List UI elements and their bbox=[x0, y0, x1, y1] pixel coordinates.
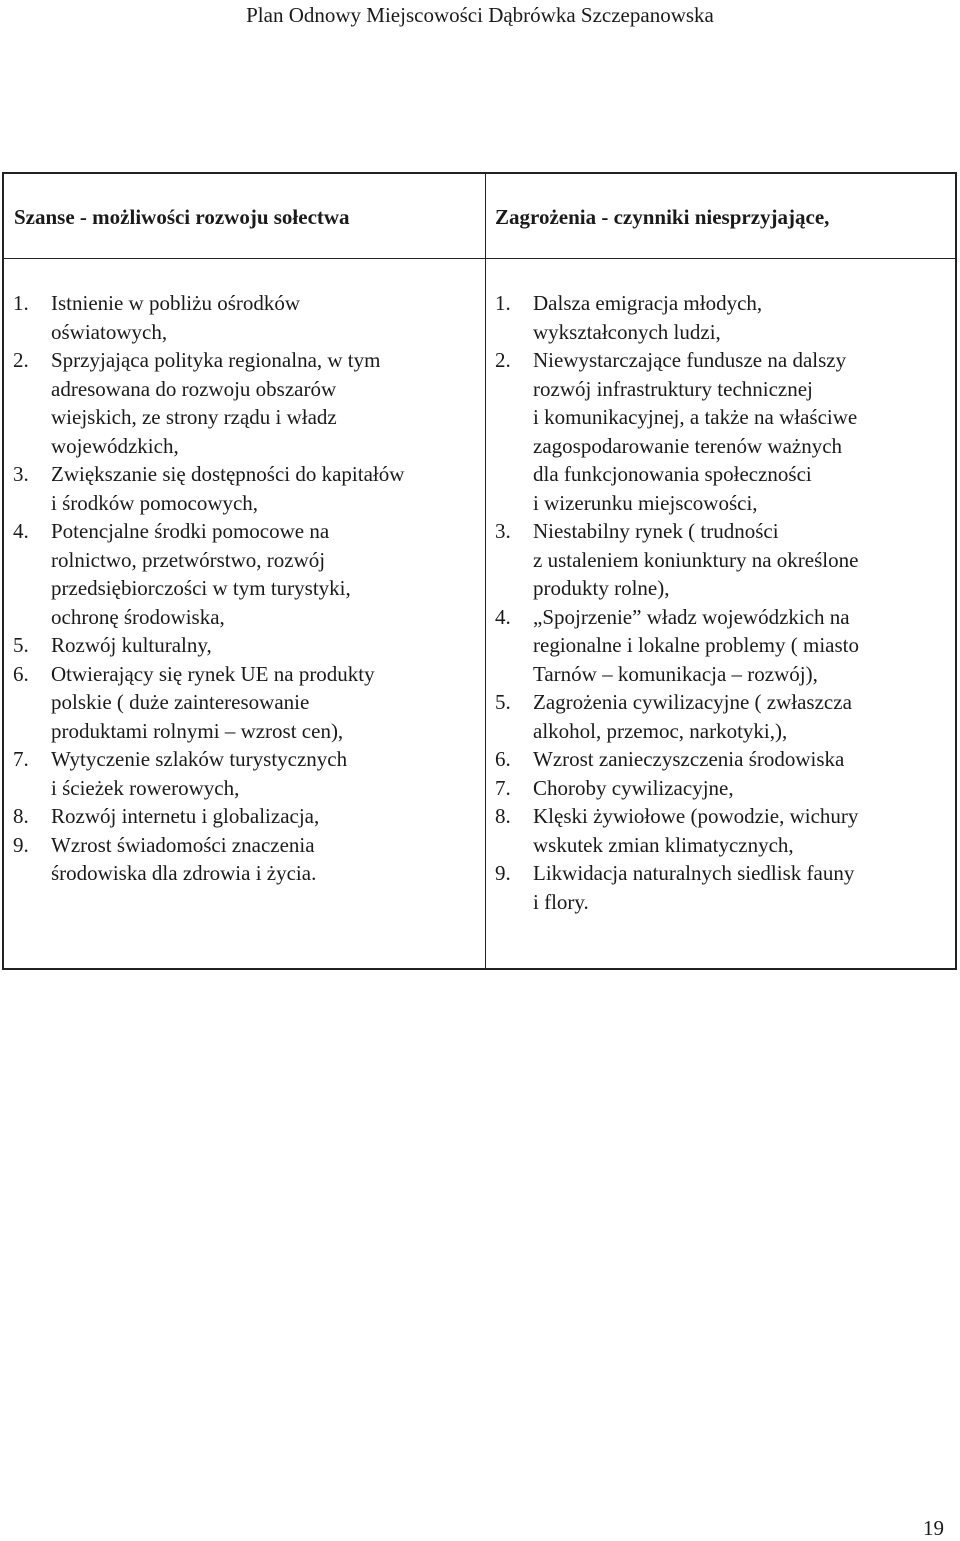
list-item-line: polskie ( duże zainteresowanie bbox=[51, 690, 310, 714]
list-item-line: alkohol, przemoc, narkotyki,), bbox=[533, 718, 788, 743]
list-item bbox=[4, 517, 474, 631]
list-item-number: 9. bbox=[13, 832, 29, 857]
list-item-number: 6. bbox=[13, 661, 29, 686]
list-item-number: 4. bbox=[13, 519, 29, 543]
list-item-number: 7. bbox=[495, 775, 511, 800]
list-item-line: Istnienie w pobliżu ośrodków bbox=[51, 291, 301, 315]
list-item-line: Otwierający się rynek UE na produkty bbox=[51, 661, 375, 686]
list-item bbox=[485, 802, 955, 859]
list-item bbox=[4, 631, 474, 660]
list-item-line: wykształconych ludzi, bbox=[533, 319, 721, 344]
list-item-line: wojewódzkich, bbox=[51, 433, 179, 458]
page-number: 19 bbox=[923, 1516, 944, 1540]
list-item-line: dla funkcjonowania społeczności bbox=[533, 462, 812, 486]
list-item-line: ochronę środowiska, bbox=[51, 604, 225, 629]
list-item-number: 9. bbox=[495, 861, 511, 885]
list-item-line: wskutek zmian klimatycznych, bbox=[533, 832, 794, 857]
list-item-line: i wizerunku miejscowości, bbox=[533, 490, 758, 515]
list-item-line: produkty rolne), bbox=[533, 576, 670, 600]
list-item-line: Wzrost zanieczyszczenia środowiska bbox=[533, 747, 845, 771]
threats-heading: Zagrożenia - czynniki niesprzyjające, bbox=[495, 205, 830, 229]
list-item bbox=[4, 745, 474, 802]
list-item-line: zagospodarowanie terenów ważnych bbox=[533, 433, 843, 458]
list-item-line: regionalne i lokalne problemy ( miasto bbox=[533, 633, 859, 657]
list-item-number: 6. bbox=[495, 747, 511, 771]
list-item-line: Niestabilny rynek ( trudności bbox=[533, 519, 779, 543]
list-item-number: 3. bbox=[495, 519, 511, 543]
header-row-divider bbox=[4, 258, 955, 259]
list-item-line: i flory. bbox=[533, 889, 589, 914]
list-item bbox=[4, 289, 474, 346]
list-item bbox=[4, 660, 474, 746]
list-item-line: „Spojrzenie” władz wojewódzkich na bbox=[533, 604, 850, 629]
list-item bbox=[485, 517, 955, 603]
list-item-line: rozwój infrastruktury technicznej bbox=[533, 376, 813, 401]
list-item bbox=[485, 346, 955, 517]
list-item-line: Zagrożenia cywilizacyjne ( zwłaszcza bbox=[533, 690, 852, 714]
list-item-number: 7. bbox=[13, 747, 29, 771]
list-item bbox=[485, 289, 955, 346]
list-item-number: 8. bbox=[495, 804, 511, 828]
list-item-number: 3. bbox=[13, 462, 29, 486]
list-item-line: Rozwój kulturalny, bbox=[51, 633, 212, 657]
list-item-number: 1. bbox=[495, 291, 511, 315]
list-item-number: 5. bbox=[495, 690, 511, 714]
list-item-line: Dalsza emigracja młodych, bbox=[533, 291, 763, 315]
list-item bbox=[4, 831, 474, 888]
list-item-line: Niewystarczające fundusze na dalszy bbox=[533, 348, 847, 372]
list-item-number: 2. bbox=[495, 348, 511, 372]
list-item-number: 2. bbox=[13, 348, 29, 372]
list-item-line: adresowana do rozwoju obszarów bbox=[51, 376, 337, 401]
list-item-number: 1. bbox=[13, 291, 29, 315]
list-item bbox=[485, 774, 955, 803]
list-item-line: Wytyczenie szlaków turystycznych bbox=[51, 747, 348, 771]
opportunities-heading: Szanse - możliwości rozwoju sołectwa bbox=[14, 205, 350, 229]
list-item-line: Likwidacja naturalnych siedlisk fauny bbox=[533, 861, 855, 885]
list-item bbox=[4, 802, 474, 831]
list-item-line: Zwiększanie się dostępności do kapitałów bbox=[51, 462, 405, 486]
list-item-line: i ścieżek rowerowych, bbox=[51, 775, 240, 800]
list-item bbox=[485, 603, 955, 689]
list-item bbox=[485, 745, 955, 774]
list-item bbox=[485, 859, 955, 916]
opportunities-list bbox=[4, 289, 474, 888]
list-item-line: Potencjalne środki pomocowe na bbox=[51, 519, 330, 543]
list-item-line: z ustaleniem koniunktury na określone bbox=[533, 547, 859, 572]
page-header: Plan Odnowy Miejscowości Dąbrówka Szczepanowska bbox=[246, 3, 714, 27]
list-item-line: produktami rolnymi – wzrost cen), bbox=[51, 718, 344, 743]
list-item-line: Sprzyjająca polityka regionalna, w tym bbox=[51, 348, 381, 372]
list-item-number: 5. bbox=[13, 633, 29, 657]
list-item-line: przedsiębiorczości w tym turystyki, bbox=[51, 576, 351, 600]
list-item-line: Choroby cywilizacyjne, bbox=[533, 775, 734, 800]
list-item-line: Klęski żywiołowe (powodzie, wichury bbox=[533, 804, 859, 828]
list-item-line: Rozwój internetu i globalizacja, bbox=[51, 804, 320, 828]
list-item-number: 4. bbox=[495, 604, 511, 629]
threats-list bbox=[485, 289, 955, 916]
list-item bbox=[4, 460, 474, 517]
list-item-line: i środków pomocowych, bbox=[51, 490, 259, 515]
list-item-line: oświatowych, bbox=[51, 319, 168, 344]
list-item-number: 8. bbox=[13, 804, 29, 828]
list-item-line: środowiska dla zdrowia i życia. bbox=[51, 861, 317, 885]
swot-table bbox=[2, 172, 957, 970]
list-item-line: wiejskich, ze strony rządu i władz bbox=[51, 405, 337, 429]
list-item-line: Wzrost świadomości znaczenia bbox=[51, 832, 315, 857]
list-item-line: i komunikacyjnej, a także na właściwe bbox=[533, 405, 858, 429]
list-item bbox=[485, 688, 955, 745]
list-item-line: rolnictwo, przetwórstwo, rozwój bbox=[51, 547, 326, 572]
list-item-line: Tarnów – komunikacja – rozwój), bbox=[533, 661, 818, 686]
list-item bbox=[4, 346, 474, 460]
